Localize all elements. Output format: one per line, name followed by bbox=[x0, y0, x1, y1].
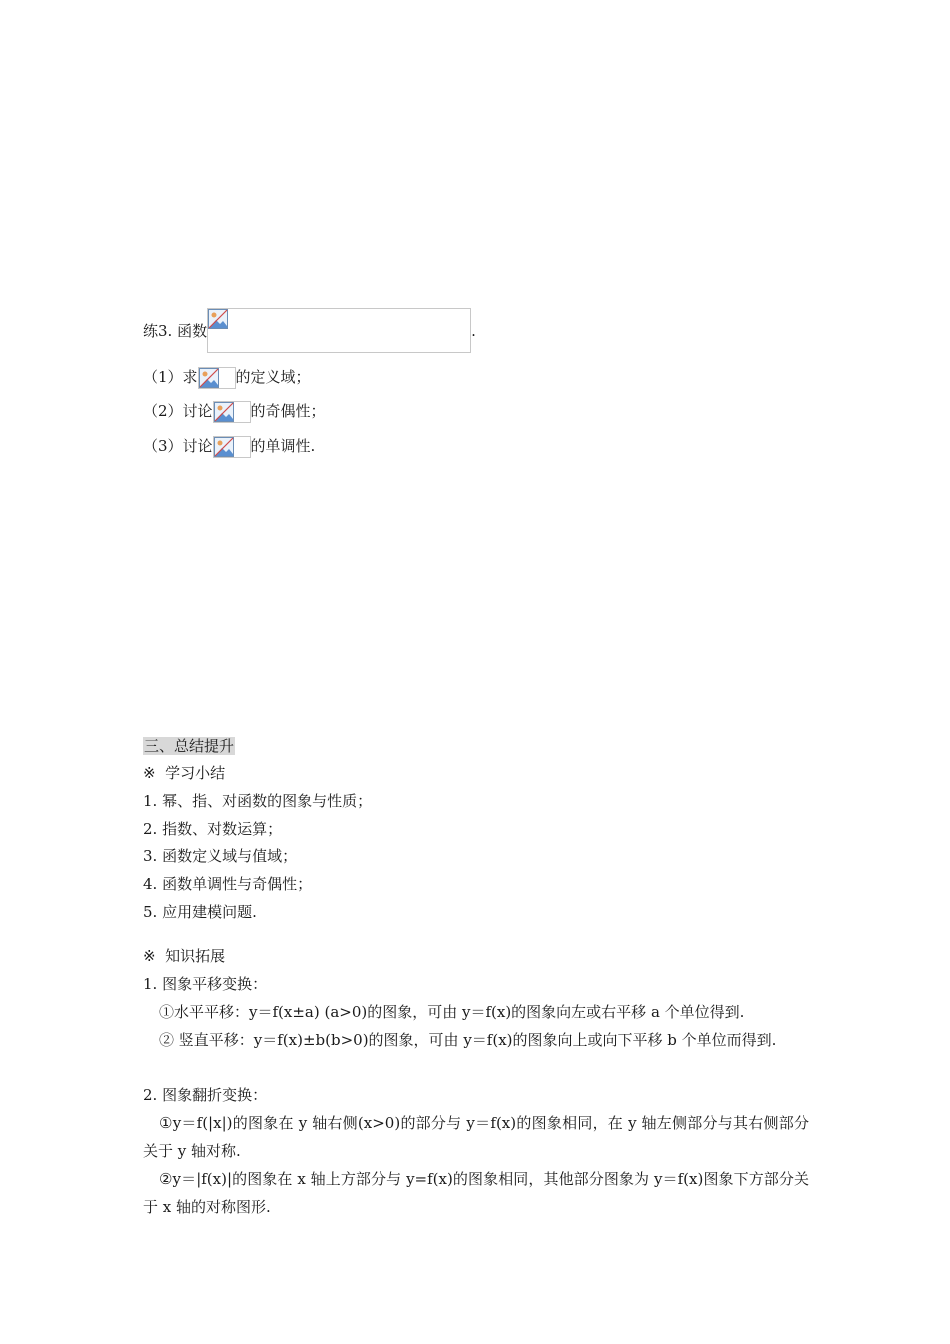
exercise-item-suffix: 的单调性. bbox=[250, 437, 316, 455]
exercise-item bbox=[143, 367, 311, 389]
section-heading-text: 三、总结提升 bbox=[144, 737, 235, 755]
function-symbol-image bbox=[213, 401, 251, 423]
list-item: 1. 幂、指、对函数的图象与性质； bbox=[143, 792, 373, 810]
exercise-title-tail: . bbox=[471, 322, 476, 340]
knowledge-extension-title-line bbox=[143, 946, 225, 966]
broken-image-icon bbox=[208, 309, 228, 329]
reference-mark-icon: ※ bbox=[143, 947, 156, 965]
list-item: 3. 函数定义域与值域； bbox=[143, 847, 298, 865]
paragraph: ② 竖直平移：y＝f(x)±b(b>0)的图象，可由 y＝f(x)的图象向上或向下平移 b 个单位而得到. bbox=[159, 1031, 777, 1049]
broken-image-icon bbox=[214, 437, 234, 457]
exercise-item-prefix: （3）讨论 bbox=[143, 437, 213, 455]
section-heading bbox=[143, 736, 235, 756]
study-summary-title: 学习小结 bbox=[165, 764, 226, 782]
function-symbol-image bbox=[213, 436, 251, 458]
exercise-item-prefix: （1）求 bbox=[143, 368, 198, 386]
function-symbol-image bbox=[198, 367, 236, 389]
exercise-item-suffix: 的奇偶性； bbox=[250, 402, 326, 420]
list-item: 2. 指数、对数运算； bbox=[143, 820, 283, 838]
exercise-title: 练3. 函数 bbox=[143, 322, 208, 340]
exercise-item bbox=[143, 436, 315, 458]
paragraph: 2. 图象翻折变换： bbox=[143, 1086, 268, 1104]
list-item: 4. 函数单调性与奇偶性； bbox=[143, 875, 313, 893]
broken-image-icon bbox=[199, 368, 219, 388]
study-summary-title-line bbox=[143, 763, 225, 783]
paragraph: ①y＝f(|x|)的图象在 y 轴右侧(x>0)的部分与 y＝f(x)的图象相同，在 y 轴左侧部分与其右侧部分关于 y 轴对称. bbox=[143, 1114, 809, 1160]
list-item: 5. 应用建模问题. bbox=[143, 903, 257, 921]
paragraph: 1. 图象平移变换： bbox=[143, 975, 268, 993]
paragraph: ①水平平移：y＝f(x±a) (a>0)的图象，可由 y＝f(x)的图象向左或右平移 a 个单位得到. bbox=[159, 1003, 745, 1021]
exercise-item bbox=[143, 401, 326, 423]
broken-image-icon bbox=[214, 402, 234, 422]
reference-mark-icon: ※ bbox=[143, 764, 156, 782]
exercise-title-line bbox=[143, 321, 476, 353]
exercise-item-prefix: （2）讨论 bbox=[143, 402, 213, 420]
paragraph: ②y＝|f(x)|的图象在 x 轴上方部分与 y=f(x)的图象相同，其他部分图象为 y＝f(x)图象下方部分关于 x 轴的对称图形. bbox=[143, 1170, 809, 1216]
knowledge-extension-title: 知识拓展 bbox=[165, 947, 226, 965]
function-formula-image bbox=[207, 308, 471, 353]
exercise-item-suffix: 的定义域； bbox=[235, 368, 311, 386]
